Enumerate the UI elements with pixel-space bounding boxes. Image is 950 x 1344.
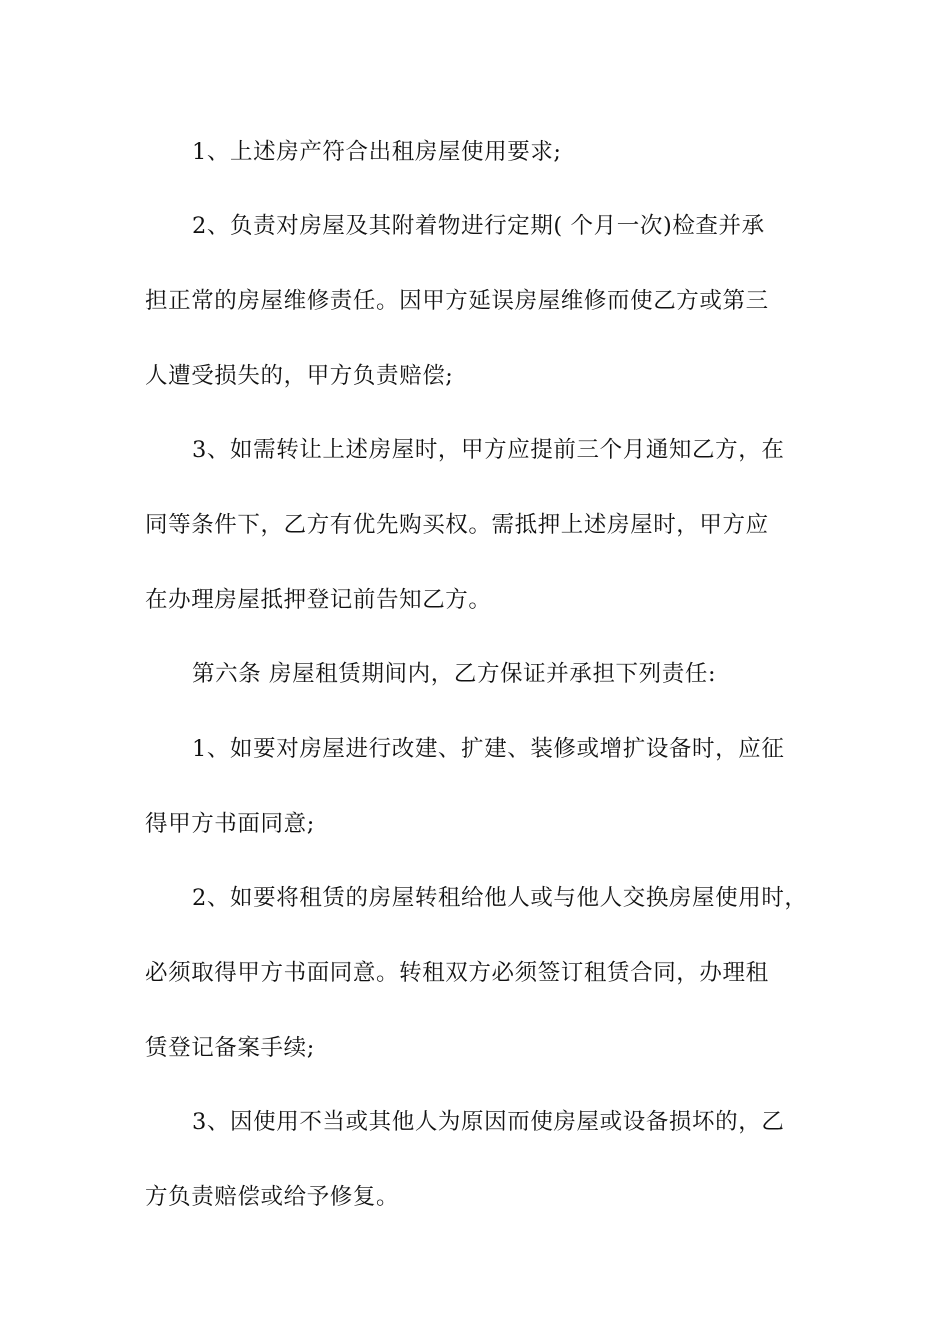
article-6-clause-2-line-1: 2、如要将租赁的房屋转租给他人或与他人交换房屋使用时， [192, 885, 808, 911]
article-6-clause-1-line-2: 得甲方书面同意; [145, 811, 315, 837]
article-6-clause-3-line-2: 方负责赔偿或给予修复。 [145, 1184, 400, 1210]
clause-2-line-1: 2、负责对房屋及其附着物进行定期( 个月一次)检查并承 [192, 213, 765, 239]
clause-2-line-2: 担正常的房屋维修责任。因甲方延误房屋维修而使乙方或第三 [145, 288, 769, 314]
article-6-clause-2-line-3: 赁登记备案手续; [145, 1035, 315, 1061]
article-6-clause-2-line-2: 必须取得甲方书面同意。转租双方必须签订租赁合同，办理租 [145, 960, 769, 986]
article-6-clause-3-line-1: 3、因使用不当或其他人为原因而使房屋或设备损坏的，乙 [192, 1109, 785, 1135]
article-6-heading: 第六条 房屋租赁期间内，乙方保证并承担下列责任: [192, 661, 717, 687]
clause-3-line-3: 在办理房屋抵押登记前告知乙方。 [145, 587, 492, 613]
article-6-clause-1-line-1: 1、如要对房屋进行改建、扩建、装修或增扩设备时，应征 [192, 736, 785, 762]
clause-3-line-2: 同等条件下，乙方有优先购买权。需抵押上述房屋时，甲方应 [145, 512, 769, 538]
clause-3-line-1: 3、如需转让上述房屋时，甲方应提前三个月通知乙方，在 [192, 437, 785, 463]
clause-2-line-3: 人遭受损失的，甲方负责赔偿; [145, 363, 454, 389]
clause-1-line-1: 1、上述房产符合出租房屋使用要求; [192, 139, 562, 165]
